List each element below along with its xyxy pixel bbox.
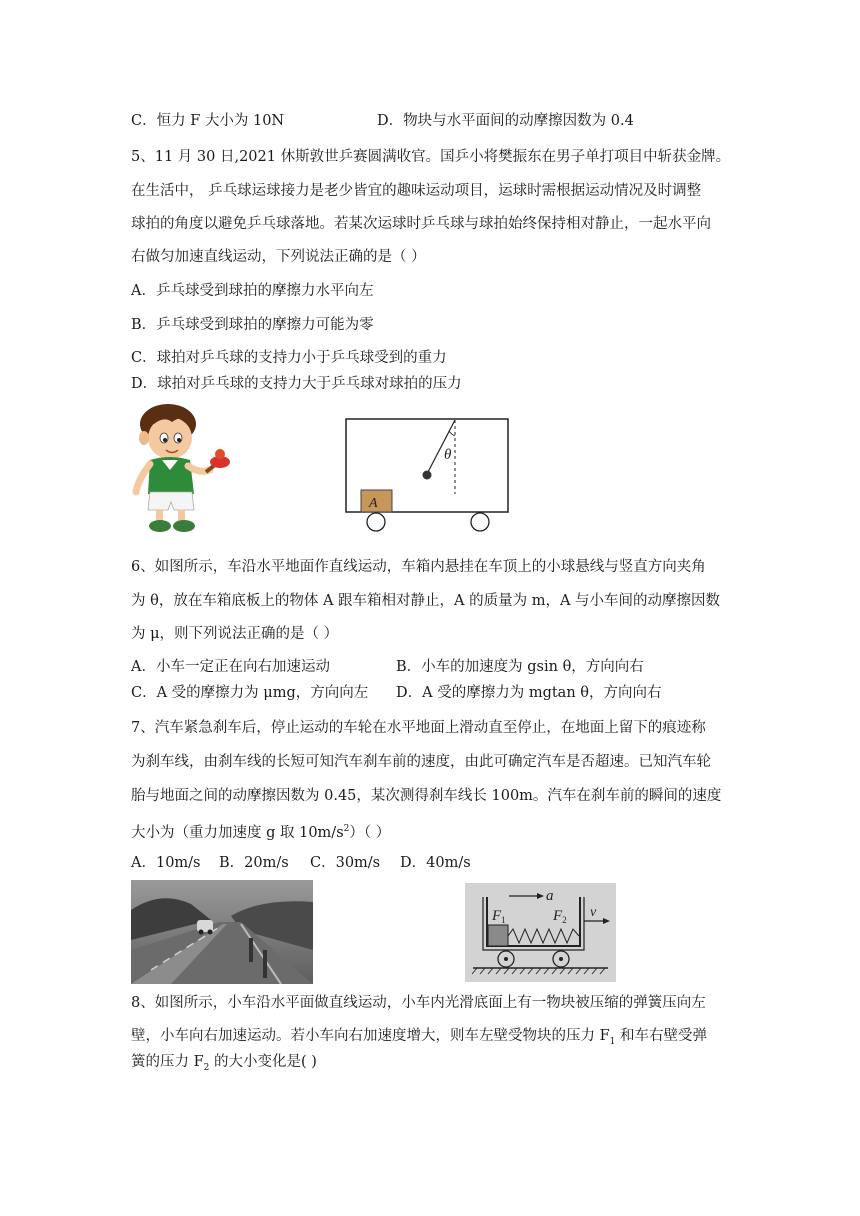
cart-pendulum-diagram: [340, 414, 515, 536]
q7-text-line-4: [131, 819, 390, 843]
highway-photo: [131, 880, 313, 984]
q5-option-c: C．球拍对乒乓球的支持力小于乒乓球受到的重力: [131, 350, 447, 366]
angle-theta-label: θ: [444, 447, 452, 463]
q8-line-2-subscript: 1: [609, 1036, 616, 1047]
acceleration-label: a: [546, 888, 554, 904]
q7-option-b: B．20m/s: [219, 855, 289, 871]
q7-option-a: A．10m/s: [131, 855, 201, 871]
q6-option-d: D．A 受的摩擦力为 mgtan θ，方向向右: [396, 685, 662, 701]
pendulum-ball: [423, 471, 432, 480]
boy-with-paddle-illustration: [128, 402, 232, 536]
block: [488, 925, 508, 946]
q7-line-4-end: ）（ ）: [349, 824, 391, 841]
q5-text-line-3: 球拍的角度以避免乒乓球落地。若某次运球时乒乓球与球拍始终保持相对静止，一起水平向: [131, 216, 711, 232]
q7-text-line-2: 为刹车线，由刹车线的长短可知汽车刹车前的速度，由此可确定汽车是否超速。已知汽车轮: [131, 754, 711, 770]
q7-text-line-3: 胎与地面之间的动摩擦因数为 0.45，某次测得刹车线长 100m。汽车在刹车前的瞬间的速度: [131, 788, 722, 804]
q5-text-line-1: 5、11 月 30 日,2021 休斯敦世乒赛圆满收官。国乒小将樊振东在男子单打项目中斩获金牌。: [131, 149, 731, 165]
q8-line-3-main: 簧的压力 F: [131, 1054, 204, 1070]
q8-line-3-subscript: 2: [203, 1062, 210, 1073]
q4-option-c: C．恒力 F 大小为 10N: [131, 113, 285, 129]
q7-option-c: C．30m/s: [310, 855, 381, 871]
q7-line-4-main: 大小为（重力加速度 g 取 10m/s: [131, 824, 344, 841]
q4-option-d: D．物块与水平面间的动摩擦因数为 0.4: [377, 113, 634, 129]
q8-text-line-2: [131, 1026, 707, 1052]
q6-option-c: C．A 受的摩擦力为 μmg，方向向左: [131, 685, 369, 701]
q7-line-4-superscript: 2: [343, 824, 350, 834]
q6-option-a: A．小车一定正在向右加速运动: [131, 659, 330, 675]
block-a-label: A: [369, 496, 378, 511]
q6-text-line-2: 为 θ，放在车箱底板上的物体 A 跟车箱相对静止，A 的质量为 m，A 与小车间的动摩擦因数: [131, 593, 721, 609]
q8-line-2-main: 壁，小车向右加速运动。若小车向右加速度增大，则车左壁受物块的压力 F: [131, 1028, 610, 1044]
q5-option-b: B．乒乓球受到球拍的摩擦力可能为零: [131, 317, 374, 333]
q8-line-2-end: 和车右壁受弹: [615, 1028, 708, 1044]
f2-subscript: 2: [562, 915, 567, 925]
f1-letter: F: [492, 908, 502, 924]
q5-text-line-2: 在生活中， 乒乓球运球接力是老少皆宜的趣味运动项目，运球时需根据运动情况及时调整: [131, 183, 702, 199]
q6-text-line-1: 6、如图所示，车沿水平地面作直线运动，车箱内悬挂在车顶上的小球悬线与竖直方向夹角: [131, 559, 706, 575]
q5-text-line-4: 右做匀加速直线运动，下列说法正确的是（ ）: [131, 249, 426, 265]
q6-text-line-3: 为 μ，则下列说法正确的是（ ）: [131, 626, 339, 642]
q8-line-3-end: 的大小变化是( ): [209, 1054, 317, 1070]
q5-option-d: D．球拍对乒乓球的支持力大于乒乓球对球拍的压力: [131, 376, 462, 392]
q8-text-line-1: 8、如图所示，小车沿水平面做直线运动，小车内光滑底面上有一物块被压缩的弹簧压向左: [131, 995, 706, 1011]
f2-letter: F: [553, 908, 563, 924]
velocity-label: v: [590, 905, 597, 920]
cart-wheel-left: [367, 513, 385, 531]
q7-option-d: D．40m/s: [400, 855, 471, 871]
q6-option-b: B．小车的加速度为 gsin θ，方向向右: [396, 659, 644, 675]
spring-cart-diagram: [465, 883, 616, 982]
f1-subscript: 1: [501, 915, 506, 925]
cart-wheel-right: [471, 513, 489, 531]
q7-text-line-1: 7、汽车紧急刹车后，停止运动的车轮在水平地面上滑动直至停止，在地面上留下的痕迹称: [131, 720, 706, 736]
q5-option-a: A．乒乓球受到球拍的摩擦力水平向左: [131, 283, 374, 299]
q8-text-line-3: [131, 1052, 317, 1078]
